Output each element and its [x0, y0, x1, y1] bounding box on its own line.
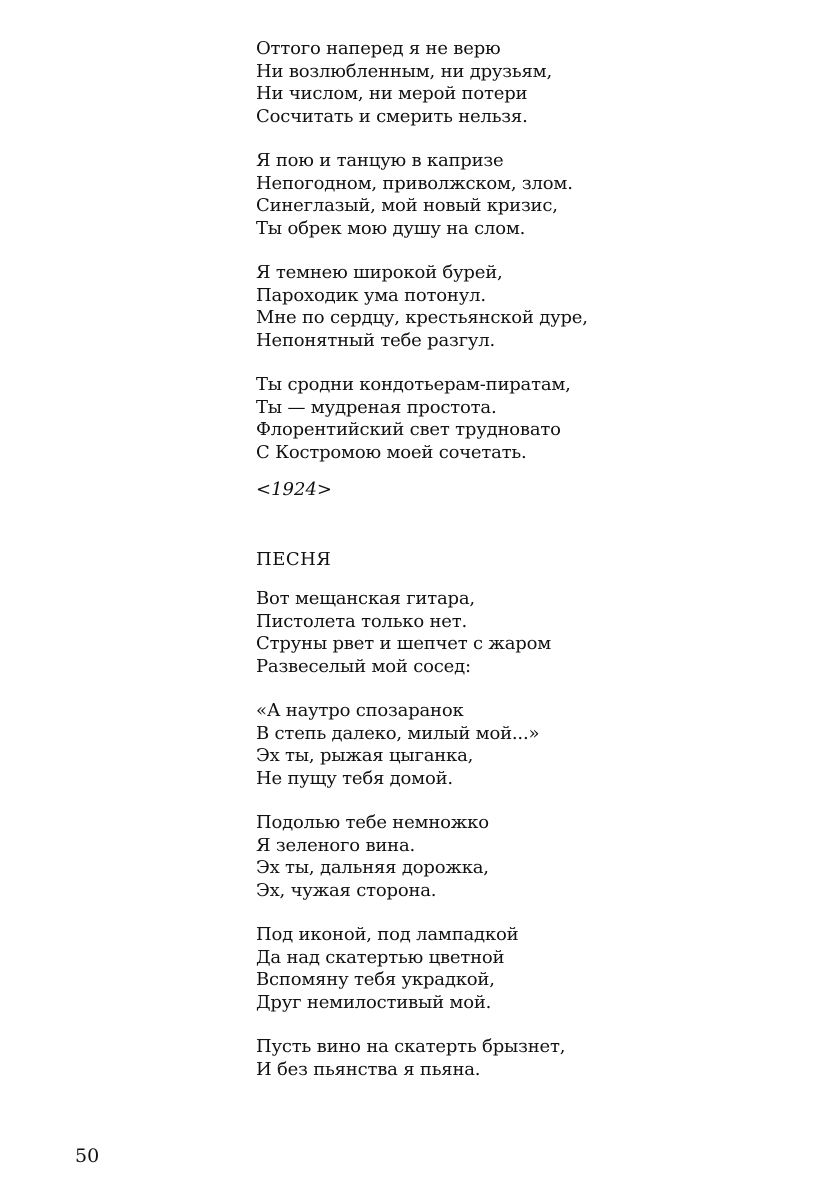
verse-line: Эх, чужая сторона.: [256, 879, 437, 901]
verse-line: Я темнею широкой бурей,: [256, 262, 503, 283]
verse-line: Ты обрек мою душу на слом.: [256, 217, 526, 239]
stanza: [256, 150, 776, 240]
stanza: [256, 262, 776, 352]
stanza: [256, 38, 776, 128]
verse-line: Вспомяну тебя украдкой,: [256, 969, 495, 990]
verse-line: Эх ты, дальняя дорожка,: [256, 857, 489, 878]
verse-line: Мне по сердцу, крестьянской дуре,: [256, 307, 588, 328]
stanza: [256, 588, 776, 678]
verse-line: Пусть вино на скатерть брызнет,: [256, 1036, 566, 1057]
verse-line: Оттого наперед я не верю: [256, 38, 501, 59]
verse-line: Флорентийский свет трудновато: [256, 419, 561, 440]
verse-line: Вот мещанская гитара,: [256, 588, 475, 609]
verse-line: Ни возлюбленным, ни друзьям,: [256, 60, 553, 82]
verse-line: Да над скатертью цветной: [256, 946, 505, 968]
stanza: [256, 374, 776, 464]
verse-line: Ты — мудреная простота.: [256, 396, 497, 418]
verse-line: Я зеленого вина.: [256, 834, 416, 856]
verse-line: Пароходик ума потонул.: [256, 284, 486, 306]
text-column: [256, 38, 776, 1103]
verse-line: Не пущу тебя домой.: [256, 767, 453, 789]
stanza: [256, 700, 776, 790]
verse-line: Ни числом, ни мерой потери: [256, 83, 528, 104]
stanza: [256, 812, 776, 902]
verse-line: В степь далеко, милый мой...»: [256, 722, 540, 744]
poem-2: [256, 549, 776, 1081]
verse-line: Сосчитать и смерить нельзя.: [256, 105, 528, 127]
verse-line: И без пьянства я пьяна.: [256, 1058, 481, 1080]
stanza: [256, 924, 776, 1014]
stanza: [256, 1036, 776, 1081]
verse-line: Под иконой, под лампадкой: [256, 924, 519, 945]
verse-line: Подолью тебе немножко: [256, 812, 489, 833]
verse-line: Пистолета только нет.: [256, 610, 468, 632]
page-number: 50: [75, 1145, 100, 1167]
poem-1: [256, 38, 776, 501]
poem-title: ПЕСНЯ: [256, 549, 332, 570]
verse-line: Эх ты, рыжая цыганка,: [256, 745, 474, 766]
date-year: 1924: [271, 479, 317, 500]
verse-line: Непонятный тебе разгул.: [256, 329, 496, 351]
verse-line: «А наутро спозаранок: [256, 700, 464, 721]
date-open-bracket: <: [256, 479, 272, 500]
verse-line: Я пою и танцую в капризе: [256, 150, 504, 171]
date-close-bracket: >: [316, 479, 332, 500]
verse-line: Непогодном, приволжском, злом.: [256, 172, 573, 194]
verse-line: Ты сродни кондотьерам-пиратам,: [256, 374, 571, 395]
verse-line: Развеселый мой сосед:: [256, 655, 471, 677]
verse-line: Друг немилостивый мой.: [256, 991, 492, 1013]
verse-line: С Костромою моей сочетать.: [256, 441, 527, 463]
poem-date: [256, 479, 776, 501]
verse-line: Струны рвет и шепчет с жаром: [256, 633, 552, 654]
verse-line: Синеглазый, мой новый кризис,: [256, 195, 558, 216]
